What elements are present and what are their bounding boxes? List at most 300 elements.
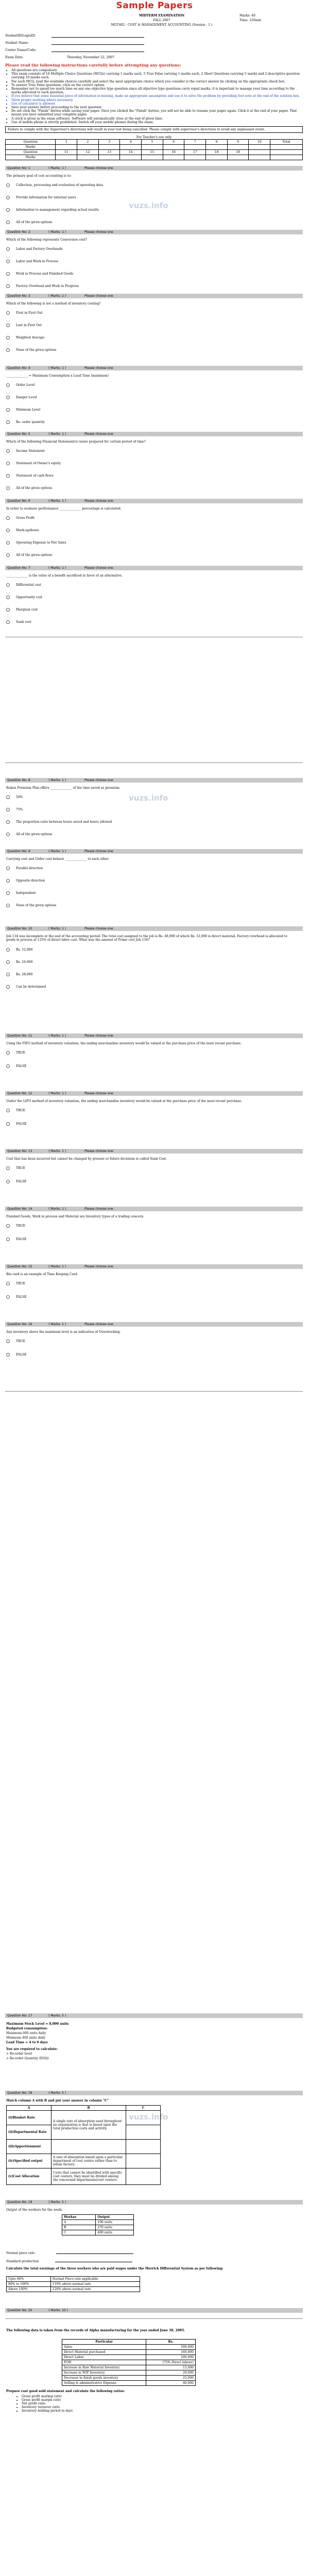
answer-option[interactable] xyxy=(6,948,32,952)
option-label: All of the given options xyxy=(16,553,53,557)
question-text: Which of the following Financial Statement(s) is/are prepared for certain period of time? xyxy=(6,440,146,444)
radio-button[interactable] xyxy=(6,208,10,212)
score-row-label: Marks xyxy=(6,145,56,150)
score-cell: 3 xyxy=(98,140,120,145)
q18-cell: A rate of absorption based upon a particular department of cost centre rather than to whole factory. xyxy=(52,2154,126,2168)
question-marks: ( Marks: 1 ) xyxy=(48,778,66,782)
option-label: Minimum Level xyxy=(16,408,41,412)
q18-cell: A single rate of absorption used throughout an organization is that is based upon the total production costs and activity. xyxy=(52,2111,126,2140)
q17-line: Budgeted consumption: xyxy=(6,2027,48,2030)
instruction-item: • Use of calculator is allowed. xyxy=(11,102,303,106)
answer-option[interactable] xyxy=(6,808,23,811)
answer-option[interactable] xyxy=(6,529,39,532)
option-label: Rs. 16,000 xyxy=(16,960,33,964)
answer-option[interactable] xyxy=(6,820,112,824)
answer-option[interactable] xyxy=(6,474,54,478)
answer-option[interactable] xyxy=(6,348,56,352)
ratio-item: • Gross profit markup ratio xyxy=(22,2395,309,2398)
answer-option[interactable] xyxy=(6,420,45,424)
instruction-item: • Remember not to spend too much time on any one objective type question since all objective type questions carry equal marks, it is important to manage your time according to the marks allocated to each question. xyxy=(11,87,303,94)
watermark-logo: vuzs.info xyxy=(129,793,168,803)
q20-prepare: Prepare cost good sold statement and calculate the following ratios: xyxy=(6,2389,125,2393)
answer-option[interactable] xyxy=(6,608,38,612)
instructions xyxy=(5,63,303,133)
score-cell: 2 xyxy=(77,140,99,145)
option-label: Labor and Factory Overheads xyxy=(16,247,63,251)
radio-button[interactable] xyxy=(6,260,10,263)
exam-course xyxy=(85,23,238,27)
answer-option[interactable] xyxy=(6,247,63,251)
divider xyxy=(5,762,303,763)
option-label: FALSE xyxy=(16,1122,27,1126)
question-text: Using the FIFO method of inventory valuation, the ending merchandise inventory would be valued at the purchase price of the most recent purchase. xyxy=(6,1042,242,1045)
radio-button[interactable] xyxy=(6,596,10,599)
question-marks: ( Marks: 1 ) xyxy=(48,230,66,234)
question-marks: ( Marks: 1 ) xyxy=(48,1092,66,1095)
particular-cell: Direct Labor xyxy=(62,2355,146,2360)
answer-option[interactable] xyxy=(6,1238,26,1241)
answer-option[interactable] xyxy=(6,833,52,836)
radio-button[interactable] xyxy=(6,973,10,976)
answer-option[interactable] xyxy=(6,336,44,340)
rate-cell: 110% above normal rate xyxy=(50,2282,140,2287)
option-label: Provide information for external users xyxy=(16,196,76,199)
score-cell: 17 xyxy=(184,150,206,155)
field-row xyxy=(5,32,303,39)
q19-rate-table xyxy=(6,2276,140,2292)
answer-option[interactable] xyxy=(6,583,41,587)
question-marks: ( Marks: 1 ) xyxy=(48,294,66,298)
radio-button[interactable] xyxy=(6,336,10,340)
score-cell: Total xyxy=(270,140,303,145)
answer-option[interactable] xyxy=(6,183,104,187)
field-input[interactable] xyxy=(52,48,144,52)
question-text: The primary goal of cost accounting is to: xyxy=(6,174,72,178)
answer-option[interactable] xyxy=(6,960,32,964)
question-number: Question No: 19 xyxy=(7,2200,32,2204)
question-number: Question No: 8 xyxy=(7,778,30,782)
option-label: Statement of Owner's equity xyxy=(16,462,61,465)
radio-button[interactable] xyxy=(6,183,10,187)
question-header xyxy=(5,499,303,503)
answer-cell[interactable] xyxy=(126,2168,161,2185)
radio-button[interactable] xyxy=(6,529,10,532)
answer-option[interactable] xyxy=(6,1051,25,1055)
radio-button[interactable] xyxy=(6,891,10,895)
question-text: ______________ is the value of a benefit sacrificed in favor of an alternative. xyxy=(6,574,123,578)
rate-cell: Upto 80% xyxy=(7,2277,51,2282)
score-cell: 15 xyxy=(142,150,163,155)
particular-cell: Increase in WIP Inventory xyxy=(62,2370,146,2376)
score-cell: 5 xyxy=(142,140,163,145)
choose-label: Please choose one xyxy=(84,230,113,234)
option-label: FALSE xyxy=(16,1064,27,1068)
question-marks: ( Marks: 5 ) xyxy=(48,2200,66,2204)
option-label: FALSE xyxy=(16,1238,27,1241)
q20-text: The following data is taken from the records of Alpha manufacturing for the year ended June 30, 2005. xyxy=(6,2329,185,2332)
q17-line: Minimum 400 units daily xyxy=(6,2036,46,2040)
choose-label: Please choose one xyxy=(84,499,113,503)
option-label: Gross Profit xyxy=(16,516,35,520)
question-text: ______________ = Maximum Consumption x Lead Time (maximum) xyxy=(6,374,109,378)
score-cell: 11 xyxy=(56,150,77,155)
option-label: Opportunity cost xyxy=(16,596,43,599)
radio-button[interactable] xyxy=(6,541,10,545)
ratio-item: • Inventory turnover ratio xyxy=(22,2405,309,2409)
divider xyxy=(5,2318,303,2319)
option-label: Marginal cost xyxy=(16,608,38,612)
question-text: Bin card is an example of Time Keeping Card. xyxy=(6,1273,78,1276)
option-label: All of the given options xyxy=(16,486,53,490)
instruction-item: • This exam consists of 16 Multiple Choice Questions (MCQs) carrying 1 marks each, 5 True False carrying 1 marks each, 2 Short Questions carrying 5 marks and 2 descriptive question carrying 10 marks each. xyxy=(11,72,303,79)
radio-button[interactable] xyxy=(6,474,10,478)
radio-button[interactable] xyxy=(6,420,10,424)
answer-option[interactable] xyxy=(6,1340,25,1343)
radio-button[interactable] xyxy=(6,408,10,412)
question-marks: ( Marks: 1 ) xyxy=(48,850,66,853)
answer-option[interactable] xyxy=(6,196,76,199)
radio-button[interactable] xyxy=(6,1166,10,1170)
q19-line xyxy=(6,2250,295,2255)
q18-cell: Costs that cannot be identified with specific cost centers, they must be divided among the concerned departments/cost centers. xyxy=(52,2168,126,2185)
answer-option[interactable] xyxy=(6,973,32,976)
question-header xyxy=(5,1322,303,1327)
amount-cell: 160,000 xyxy=(146,2350,196,2355)
answer-option[interactable] xyxy=(6,396,37,399)
option-label: TRUE xyxy=(16,1282,25,1285)
q20-data-table xyxy=(62,2339,196,2386)
answer-option[interactable] xyxy=(6,408,40,412)
option-label: Information to management regarding actual results xyxy=(16,208,99,212)
score-cell: 14 xyxy=(120,150,142,155)
option-label: Collection, processing and evaluation of operating data. xyxy=(16,183,104,187)
particular-cell: FOH xyxy=(62,2360,146,2365)
choose-label: Please choose one xyxy=(84,1034,113,1038)
option-label: FALSE xyxy=(16,1180,27,1183)
instruction-item: • Save your answer before proceeding to the next question. xyxy=(11,106,303,109)
field-row xyxy=(5,46,303,54)
option-label: Rs. 28,000 xyxy=(16,973,33,976)
q20-ratio-list xyxy=(6,2395,309,2413)
answer-option[interactable] xyxy=(6,985,46,989)
question-number: Question No: 5 xyxy=(7,432,30,436)
choose-label: Please choose one xyxy=(84,1265,113,1268)
radio-button[interactable] xyxy=(6,553,10,557)
worker-cell: A xyxy=(62,2220,96,2225)
question-marks: ( Marks: 5 ) xyxy=(48,2091,66,2095)
q18-cell: (i)Blanket Rate xyxy=(7,2111,52,2125)
q18-cell: (ii)Departmental Rate xyxy=(7,2125,52,2140)
question-number: Question No: 7 xyxy=(7,566,30,570)
radio-button[interactable] xyxy=(6,196,10,199)
field-input[interactable] xyxy=(52,33,144,38)
question-header xyxy=(5,1207,303,1211)
question-header xyxy=(5,778,303,783)
score-cell: 12 xyxy=(77,150,99,155)
radio-button[interactable] xyxy=(6,1051,10,1055)
radio-button[interactable] xyxy=(6,1122,10,1126)
amount-cell: 25,000 xyxy=(146,2376,196,2381)
option-label: 75% xyxy=(16,808,23,811)
option-label: TRUE xyxy=(16,1109,25,1112)
answer-option[interactable] xyxy=(6,1295,26,1299)
instructions-heading: Please read the following instructions carefully before attempting any questions: xyxy=(5,63,181,67)
radio-button[interactable] xyxy=(6,1295,10,1299)
exam-header xyxy=(5,13,303,27)
choose-label: Please choose one xyxy=(84,1323,113,1326)
radio-button[interactable] xyxy=(6,348,10,352)
answer-option[interactable] xyxy=(6,272,73,276)
radio-button[interactable] xyxy=(6,284,10,288)
radio-button[interactable] xyxy=(6,879,10,883)
supervisor-notice-text: Failure to comply with the Supervisor's directions will result in your test being cancelled. Please comply with supervisor's directions to avoid any unpleasant event. xyxy=(8,128,265,132)
radio-button[interactable] xyxy=(6,795,10,799)
choose-label: Please choose one xyxy=(84,166,113,170)
radio-button[interactable] xyxy=(6,247,10,251)
choose-label: Please choose one xyxy=(84,366,113,370)
col-header: Worker xyxy=(62,2215,96,2220)
question-text: Finished Goods, Work in process and Material are Inventory types of a trading concern. xyxy=(6,1215,144,1218)
answer-option[interactable] xyxy=(6,541,66,545)
answer-option[interactable] xyxy=(6,1282,25,1285)
answer-cell[interactable] xyxy=(126,2140,161,2154)
answer-option[interactable] xyxy=(6,904,56,907)
exam-term: FALL 2007 xyxy=(153,19,170,22)
answer-option[interactable] xyxy=(6,879,45,883)
field-label: Exam Date: xyxy=(5,55,24,59)
q18-cell: (iv)Specified output xyxy=(7,2154,52,2168)
answer-option[interactable] xyxy=(6,260,58,263)
option-label: Mark-up/down xyxy=(16,529,39,532)
question-header xyxy=(5,926,303,931)
output-cell: 270 units xyxy=(96,2225,134,2230)
question-marks: ( Marks: 1 ) xyxy=(48,1207,66,1211)
field-row xyxy=(5,39,303,46)
option-label: Re- order quantity xyxy=(16,420,45,424)
option-label: TRUE xyxy=(16,1340,25,1343)
question-marks: ( Marks: 1 ) xyxy=(48,927,66,930)
particular-cell: Selling & administrative Expense xyxy=(62,2381,146,2386)
course-session: (Session - 1 ) xyxy=(192,23,213,27)
radio-button[interactable] xyxy=(6,867,10,870)
question-number: Question No: 6 xyxy=(7,499,30,503)
answer-option[interactable] xyxy=(6,795,23,799)
field-row xyxy=(5,54,303,61)
score-cell: 4 xyxy=(120,140,142,145)
answer-option[interactable] xyxy=(6,1180,26,1183)
question-marks: ( Marks: 1 ) xyxy=(48,1265,66,1268)
radio-button[interactable] xyxy=(6,1109,10,1112)
q19-text: Output of the workers for the week: xyxy=(6,2208,63,2212)
answer-option[interactable] xyxy=(6,1109,25,1112)
radio-button[interactable] xyxy=(6,1224,10,1228)
q19-output-table xyxy=(62,2214,134,2235)
answer-cell[interactable] xyxy=(126,2125,161,2140)
answer-option[interactable] xyxy=(6,221,52,224)
question-number: Question No: 2 xyxy=(7,230,30,234)
radio-button[interactable] xyxy=(6,221,10,224)
radio-button[interactable] xyxy=(6,820,10,824)
answer-option[interactable] xyxy=(6,1224,25,1228)
radio-button[interactable] xyxy=(6,1340,10,1343)
question-number: Question No: 13 xyxy=(7,1149,32,1153)
radio-button[interactable] xyxy=(6,833,10,836)
answer-option[interactable] xyxy=(6,324,42,327)
radio-button[interactable] xyxy=(6,486,10,490)
instruction-item: • Use of mobile phone is strictly prohibited. Switch off your mobile phones during the exam. xyxy=(11,121,303,124)
question-number: Question No: 1 xyxy=(7,166,30,170)
radio-button[interactable] xyxy=(6,324,10,327)
radio-button[interactable] xyxy=(6,620,10,624)
answer-option[interactable] xyxy=(6,449,45,453)
field-input[interactable] xyxy=(52,41,144,45)
choose-label: Please choose one xyxy=(84,566,113,570)
q19-task: Calculate the total earnings of the three workers who are paid wages under the Merrick Differential System as per following: xyxy=(6,2267,224,2270)
option-label: Last in First Out xyxy=(16,324,42,327)
answer-option[interactable] xyxy=(6,1064,26,1068)
question-marks: ( Marks: 1 ) xyxy=(48,499,66,503)
output-cell: 400 units xyxy=(96,2230,134,2235)
option-label: Parallel direction xyxy=(16,867,43,870)
option-label: TRUE xyxy=(16,1166,25,1170)
answer-option[interactable] xyxy=(6,596,42,599)
score-cell: 13 xyxy=(98,150,120,155)
option-label: Work in Process and Finished Goods xyxy=(16,272,74,276)
answer-option[interactable] xyxy=(6,311,43,315)
question-marks: ( Marks: 1 ) xyxy=(48,1034,66,1038)
choose-label: Please choose one xyxy=(84,294,113,298)
question-marks: ( Marks: 1 ) xyxy=(48,432,66,436)
question-marks: ( Marks: 1 ) xyxy=(48,1323,66,1326)
radio-button[interactable] xyxy=(6,985,10,989)
answer-option[interactable] xyxy=(6,891,36,895)
question-header xyxy=(5,1149,303,1154)
radio-button[interactable] xyxy=(6,383,10,387)
question-marks: ( Marks: 1 ) xyxy=(48,166,66,170)
instruction-item: • To answer True False questions, click on the correct option. xyxy=(11,83,303,87)
rate-cell: 80% to 100% xyxy=(7,2282,51,2287)
radio-button[interactable] xyxy=(6,1353,10,1357)
radio-button[interactable] xyxy=(6,1238,10,1241)
q17-body xyxy=(6,2022,295,2061)
course-name: MGT402 - COST & MANAGEMENT ACCOUNTING xyxy=(111,23,191,27)
answer-option[interactable] xyxy=(6,1122,26,1126)
question-header xyxy=(5,1091,303,1096)
choose-label: Please choose one xyxy=(84,1207,113,1211)
score-cell: 6 xyxy=(163,140,184,145)
option-label: First in First Out xyxy=(16,311,43,315)
question-number: Question No: 20 xyxy=(7,2309,32,2312)
radio-button[interactable] xyxy=(6,904,10,907)
option-label: None of the given options xyxy=(16,904,57,907)
radio-button[interactable] xyxy=(6,272,10,276)
option-label: Differential cost xyxy=(16,583,42,587)
answer-option[interactable] xyxy=(6,553,52,557)
col-header: A xyxy=(7,2106,52,2111)
exam-time: Time: 120min xyxy=(239,19,262,22)
option-label: None of the given options xyxy=(16,348,57,352)
q17-line: > Re-order Quantity (EOQ) xyxy=(6,2057,49,2060)
col-header: Output xyxy=(96,2215,134,2220)
answer-option[interactable] xyxy=(6,383,35,387)
option-label: Rs. 12,000 xyxy=(16,948,33,952)
answer-option[interactable] xyxy=(6,1166,25,1170)
option-label: FALSE xyxy=(16,1295,27,1299)
question-text: Cost that has been incurred but cannot be changed by present or future decisions is called Sunk Cost. xyxy=(6,1157,167,1161)
answer-option[interactable] xyxy=(6,1353,26,1357)
q19-line xyxy=(6,2259,295,2263)
radio-button[interactable] xyxy=(6,449,10,453)
option-label: Opposite direction xyxy=(16,879,45,883)
question-number: Question No: 14 xyxy=(7,1207,32,1211)
particular-cell: Decrease in finish goods inventory xyxy=(62,2376,146,2381)
score-row-label: Question xyxy=(6,150,56,155)
radio-button[interactable] xyxy=(6,1282,10,1285)
radio-button[interactable] xyxy=(6,948,10,952)
q19-line-label: Normal piece rate xyxy=(6,2251,35,2255)
question-marks: ( Marks: 1 ) xyxy=(48,566,66,570)
answer-option[interactable] xyxy=(6,208,99,212)
option-label: Sunk cost xyxy=(16,620,31,624)
choose-label: Please choose one xyxy=(84,1092,113,1095)
exam-date-value: Thursday, November 22, 2007 xyxy=(67,55,114,59)
radio-button[interactable] xyxy=(6,311,10,315)
option-label: Order Level xyxy=(16,383,35,387)
q18-table xyxy=(6,2105,161,2185)
answer-option[interactable] xyxy=(6,462,61,465)
answer-option[interactable] xyxy=(6,867,43,870)
radio-button[interactable] xyxy=(6,1064,10,1068)
radio-button[interactable] xyxy=(6,808,10,811)
amount-cell: 100,000 xyxy=(146,2355,196,2360)
ratio-item: • Gross profit margin ratio xyxy=(22,2398,309,2402)
radio-button[interactable] xyxy=(6,516,10,520)
answer-option[interactable] xyxy=(6,516,35,520)
question-header xyxy=(5,566,303,570)
q17-line: You are required to calculate: xyxy=(6,2047,58,2051)
rate-cell: Normal Piece rate applicable xyxy=(50,2277,140,2282)
question-text: Which of the following is not a method of inventory costing? xyxy=(6,302,101,306)
radio-button[interactable] xyxy=(6,462,10,465)
ratio-item: • Inventory holding period in days xyxy=(22,2409,309,2413)
option-label: Statement of cash flows xyxy=(16,474,54,478)
question-number: Question No: 15 xyxy=(7,1265,32,1268)
question-text: Job 134 was incomplete at the end of the accounting period. The total cost assigned to the job is Rs. 48,000 of which Rs. 12,000 is direct material. Factory overhead is allocated to goods in process at 125% of direct labor cost. What was the amount of Prime cost Job 134? xyxy=(6,935,287,942)
worker-cell: B xyxy=(62,2225,96,2230)
radio-button[interactable] xyxy=(6,960,10,964)
score-caption: For Teacher's use only xyxy=(136,135,172,139)
instruction-item: • If you believe that some essential piece of information is missing, make an appropriate assumption and use it to solve the problem by providing foot note at the end of the solution box. xyxy=(11,94,303,98)
choose-label: Please choose one xyxy=(84,927,113,930)
divider xyxy=(5,1391,303,1392)
radio-button[interactable] xyxy=(6,1180,10,1183)
answer-option[interactable] xyxy=(6,620,31,624)
question-header xyxy=(5,366,303,370)
score-cell: 19 xyxy=(227,150,249,155)
score-cell: 18 xyxy=(206,150,228,155)
answer-cell[interactable] xyxy=(126,2111,161,2125)
answer-option[interactable] xyxy=(6,284,79,288)
score-cell: 9 xyxy=(227,140,249,145)
answer-cell[interactable] xyxy=(126,2154,161,2168)
radio-button[interactable] xyxy=(6,583,10,587)
radio-button[interactable] xyxy=(6,396,10,399)
answer-option[interactable] xyxy=(6,486,52,490)
choose-label: Please choose one xyxy=(84,432,113,436)
radio-button[interactable] xyxy=(6,608,10,612)
field-label: Student Name: xyxy=(5,41,29,45)
question-number: Question No: 10 xyxy=(7,927,32,930)
